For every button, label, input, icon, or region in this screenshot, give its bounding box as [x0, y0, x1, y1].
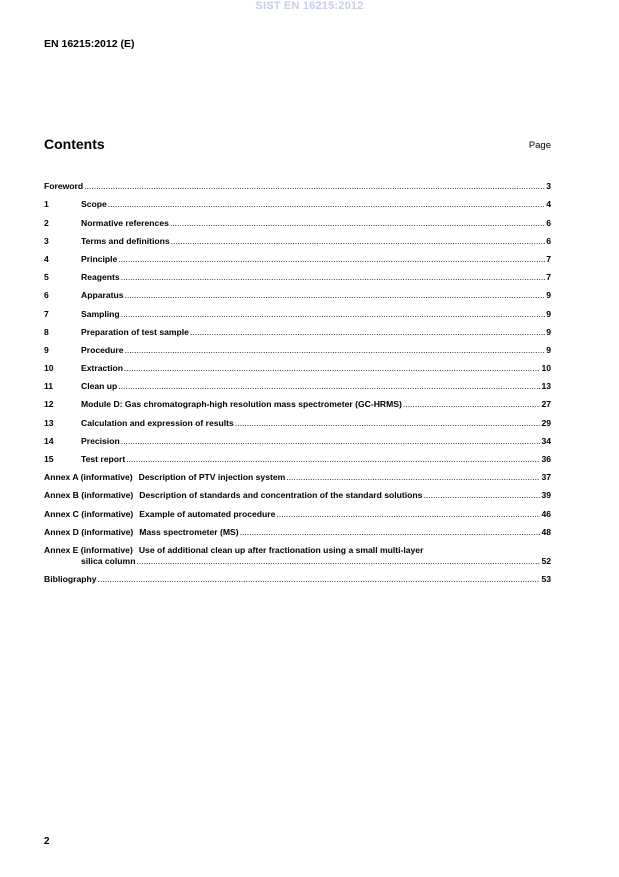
toc-entry-number: 15 [44, 454, 54, 464]
leader-dots [121, 272, 546, 283]
toc-entry-title: Scope [81, 199, 107, 210]
toc-entry-title: Terms and definitions [81, 235, 170, 246]
toc-entry-apparatus[interactable] [44, 283, 551, 301]
toc-entry-page: 48 [541, 526, 551, 537]
leader-dots [118, 254, 545, 265]
toc-entry-page: 10 [541, 363, 551, 374]
leader-dots [125, 345, 546, 356]
leader-dots [190, 327, 545, 338]
leader-dots [121, 309, 546, 320]
toc-entry-title: Description of standards and concentration of the standard solutions [139, 490, 423, 501]
toc-entry-page: 6 [546, 235, 551, 246]
toc-entry-title: Precision [81, 435, 120, 446]
toc-entry-page: 27 [541, 399, 551, 410]
leader-dots [84, 181, 545, 192]
toc-entry-reagents[interactable] [44, 265, 551, 283]
toc-entry-page: 36 [541, 454, 551, 464]
leader-dots [125, 290, 546, 301]
toc-entry-page: 7 [546, 253, 551, 264]
toc-entry-precision[interactable] [44, 429, 551, 447]
page-column-label: Page [528, 140, 551, 151]
toc-entry-title: Mass spectrometer (MS) [139, 526, 239, 537]
leader-dots [124, 363, 540, 374]
toc-entry-number: 12 [44, 399, 54, 410]
toc-entry-number: 6 [44, 290, 49, 301]
toc-entry-extraction[interactable] [44, 356, 551, 374]
leader-dots [235, 418, 541, 429]
toc-entry-number: 2 [44, 217, 49, 228]
toc-entry-number: 3 [44, 235, 49, 246]
toc-entry-clean-up[interactable] [44, 374, 551, 392]
toc-entry-number: 7 [44, 308, 49, 319]
toc-entry-number: 1 [44, 199, 49, 210]
toc-entry-page: 3 [546, 181, 551, 192]
toc-entry-page: 9 [546, 308, 551, 319]
toc-entry-page: 37 [541, 472, 551, 483]
toc-entry-procedure[interactable] [44, 338, 551, 356]
toc-entry-normative-references[interactable] [44, 210, 551, 228]
leader-dots [276, 509, 540, 520]
toc-entry-principle[interactable] [44, 247, 551, 265]
toc-entry-title: Procedure [81, 344, 124, 355]
toc-entry-annex-e[interactable] [44, 538, 551, 567]
toc-entry-annex-d[interactable] [44, 520, 551, 538]
toc-entry-number: 11 [44, 381, 54, 392]
leader-dots [423, 490, 540, 501]
toc-entry-page: 9 [546, 344, 551, 355]
toc-entry-annex-c[interactable] [44, 501, 551, 519]
toc-entry-page: 53 [541, 573, 551, 584]
toc-entry-page: 52 [541, 555, 551, 566]
toc-entry-number: 5 [44, 272, 49, 283]
leader-dots [98, 574, 541, 585]
toc-entry-terms-definitions[interactable] [44, 229, 551, 247]
toc-entry-title: Module D: Gas chromatograph-high resolution mass spectrometer (GC-HRMS) [81, 399, 402, 410]
toc-entry-preparation[interactable] [44, 320, 551, 338]
leader-dots [121, 436, 541, 447]
toc-entry-title: Principle [81, 253, 118, 264]
watermark: SIST EN 16215:2012 [255, 0, 364, 12]
table-of-contents [44, 174, 551, 585]
toc-entry-page: 9 [546, 326, 551, 337]
toc-entry-title: Clean up [81, 381, 118, 392]
toc-entry-page: 13 [541, 381, 551, 392]
toc-entry-number: Annex B (informative) [44, 490, 134, 501]
toc-entry-page: 29 [541, 417, 551, 428]
leader-dots [403, 399, 541, 410]
toc-entry-title: Sampling [81, 308, 120, 319]
toc-entry-bibliography[interactable] [44, 567, 551, 585]
toc-entry-annex-b[interactable] [44, 483, 551, 501]
leader-dots [286, 472, 540, 483]
toc-entry-annex-a[interactable] [44, 465, 551, 483]
toc-entry-title: Use of additional clean up after fractionation using a small multi-layer [138, 544, 424, 555]
toc-entry-title: Apparatus [81, 290, 124, 301]
toc-entry-title: Normative references [81, 217, 169, 228]
toc-entry-title: Calculation and expression of results [81, 417, 234, 428]
toc-entry-number: Annex E (informative) [44, 544, 133, 555]
toc-entry-page: 7 [546, 272, 551, 283]
toc-entry-page: 39 [541, 490, 551, 501]
toc-entry-title: Example of automated procedure [139, 508, 276, 519]
toc-entry-title: Extraction [81, 363, 124, 374]
toc-entry-number: 14 [44, 435, 54, 446]
toc-entry-page: 46 [541, 508, 551, 519]
toc-entry-title: Test report [81, 454, 126, 464]
toc-entry-number: Annex C (informative) [44, 508, 134, 519]
toc-entry-module-d[interactable] [44, 392, 551, 410]
toc-entry-number: Annex D (informative) [44, 526, 134, 537]
toc-entry-title-continued: silica column [81, 555, 136, 566]
toc-entry-number: 9 [44, 344, 49, 355]
document-id: EN 16215:2012 (E) [44, 38, 135, 50]
toc-entry-page: 34 [541, 435, 551, 446]
page-title: Contents [44, 136, 105, 152]
toc-entry-title: Bibliography [44, 573, 97, 584]
toc-entry-page: 4 [546, 199, 551, 210]
toc-entry-page: 6 [546, 217, 551, 228]
toc-entry-number: Annex A (informative) [44, 472, 133, 483]
toc-entry-calculation[interactable] [44, 410, 551, 428]
leader-dots [126, 454, 540, 465]
leader-dots [136, 556, 540, 567]
leader-dots [108, 199, 545, 210]
toc-entry-title: Reagents [81, 272, 120, 283]
toc-entry-number: 4 [44, 253, 49, 264]
toc-entry-number: 10 [44, 363, 54, 374]
toc-entry-sampling[interactable] [44, 301, 551, 319]
toc-entry-title: Foreword [44, 181, 84, 192]
leader-dots [240, 527, 541, 538]
toc-entry-foreword[interactable] [44, 174, 551, 192]
leader-dots [170, 218, 545, 229]
toc-entry-scope[interactable] [44, 192, 551, 210]
toc-entry-page: 9 [546, 290, 551, 301]
toc-entry-title: Preparation of test sample [81, 326, 189, 337]
toc-entry-number: 8 [44, 326, 49, 337]
toc-entry-test-report[interactable] [44, 447, 551, 465]
toc-entry-number: 13 [44, 417, 54, 428]
toc-entry-title: Description of PTV injection system [138, 472, 286, 483]
leader-dots [118, 381, 540, 392]
page-number: 2 [44, 836, 50, 847]
leader-dots [171, 236, 546, 247]
